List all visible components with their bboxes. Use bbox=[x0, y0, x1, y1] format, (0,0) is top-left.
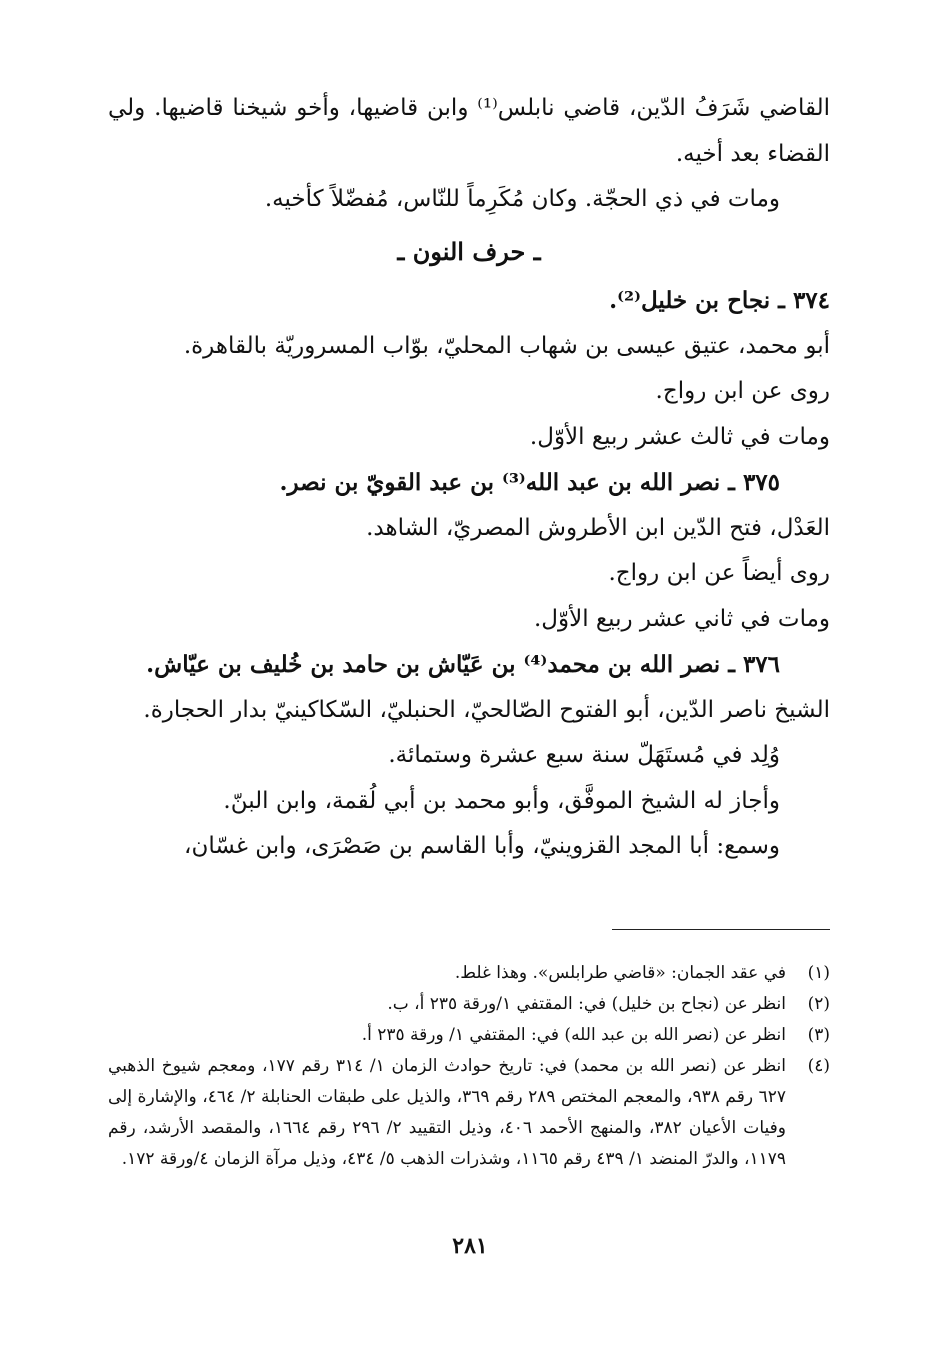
entry-374-line: ومات في ثالث عشر ربيع الأوّل. bbox=[529, 423, 830, 450]
footnote-1 bbox=[108, 958, 830, 989]
footnote-number: (٣) bbox=[807, 1025, 830, 1045]
entry-375-line: روى أيضاً عن ابن رواج. bbox=[608, 560, 830, 586]
entry-374-line: روى عن ابن رواج. bbox=[655, 378, 830, 404]
footnotes bbox=[108, 958, 830, 1175]
footnote-number: (٢) bbox=[807, 994, 830, 1014]
entry-376-line: الشيخ ناصر الدّين، أبو الفتوح الصّالحيّ، الحنبليّ، السّكاكينيّ بدار الحجارة. bbox=[143, 696, 830, 723]
entry-375-title: ٣٧٥ ـ نصر الله بن عبد الله⁽³⁾ بن عبد القويّ بن نصر. bbox=[279, 469, 780, 496]
main-text bbox=[108, 86, 830, 870]
intro-paragraph: القاضي شَرَفُ الدّين، قاضي نابلس⁽¹⁾ وابن قاضيها، وأخو شيخنا قاضيها. ولي القضاء بعد أخيه. bbox=[108, 95, 830, 167]
entry-376-line: وأجاز له الشيخ الموفَّق، وأبو محمد بن أبي لُقمة، وابن البنّ. bbox=[223, 787, 780, 814]
section-heading: ـ حرف النون ـ bbox=[397, 236, 541, 266]
footnote-2 bbox=[108, 989, 830, 1020]
footnote-separator bbox=[612, 929, 830, 930]
footnote-number: (١) bbox=[807, 963, 830, 983]
entry-375-line: العَدْل، فتح الدّين ابن الأطروش المصريّ، الشاهد. bbox=[366, 514, 830, 541]
entry-376-title: ٣٧٦ ـ نصر الله بن محمد⁽⁴⁾ بن عَيّاش بن حامد بن خُليف بن عيّاش. bbox=[146, 651, 780, 678]
footnote-text: انظر عن (نصر الله بن محمد) في: تاريخ حوادث الزمان ١/ ٣١٤ رقم ١٧٧، ومعجم شيوخ الذهبي ٦٢٧ رقم ٩٣٨، والمعجم المختص ٢٨٩ رقم ٣٦٩، والذيل على طبقات الحنابلة ٢/ ٤٦٤، والإشارة إلى وفيات الأعيان ٣٨٢، والمنهج الأحمد ٤٠٦، وذيل التقييد ٢/ ٢٩٦ رقم ١٦٦٤، والمقصد الأرشد، رقم ١١٧٩، والدرّ المنضد ١/ ٤٣٩ رقم ١١٦٥، وشذرات الذهب ٥/ ٤٣٤، وذيل مرآة الزمان ٤/ورقة ١٧٢. bbox=[108, 1056, 786, 1169]
page-number: ٢٨١ bbox=[452, 1233, 488, 1259]
footnote-text: انظر عن (نجاح بن خليل) في: المقتفي ١/ورقة ٢٣٥ أ، ب. bbox=[387, 994, 786, 1014]
entry-375-line: ومات في ثاني عشر ربيع الأوّل. bbox=[533, 605, 830, 632]
footnote-text: انظر عن (نصر الله بن عبد الله) في: المقتفي ١/ ورقة ٢٣٥ أ. bbox=[361, 1025, 786, 1045]
entry-376-line: وُلِد في مُستَهَلّ سنة سبع عشرة وستمائة. bbox=[388, 742, 780, 768]
entry-374-title: ٣٧٤ ـ نجاح بن خليل⁽²⁾. bbox=[609, 287, 830, 314]
footnote-4 bbox=[108, 1051, 830, 1175]
entry-376-line: وسمع: أبا المجد القزوينيّ، وأبا القاسم بن صَصْرَى، وابن غسّان، bbox=[184, 833, 780, 859]
intro-death-line: ومات في ذي الحجّة. وكان مُكَرِماً للنّاس، مُفضّلاً كأخيه. bbox=[264, 186, 780, 212]
footnote-number: (٤) bbox=[807, 1056, 830, 1076]
footnote-text: في عقد الجمان: «قاضي طرابلس». وهذا غلط. bbox=[454, 963, 786, 983]
footnote-3 bbox=[108, 1020, 830, 1051]
entry-374-line: أبو محمد، عتيق عيسى بن شهاب المحليّ، بوّاب المسروريّة بالقاهرة. bbox=[183, 332, 830, 359]
